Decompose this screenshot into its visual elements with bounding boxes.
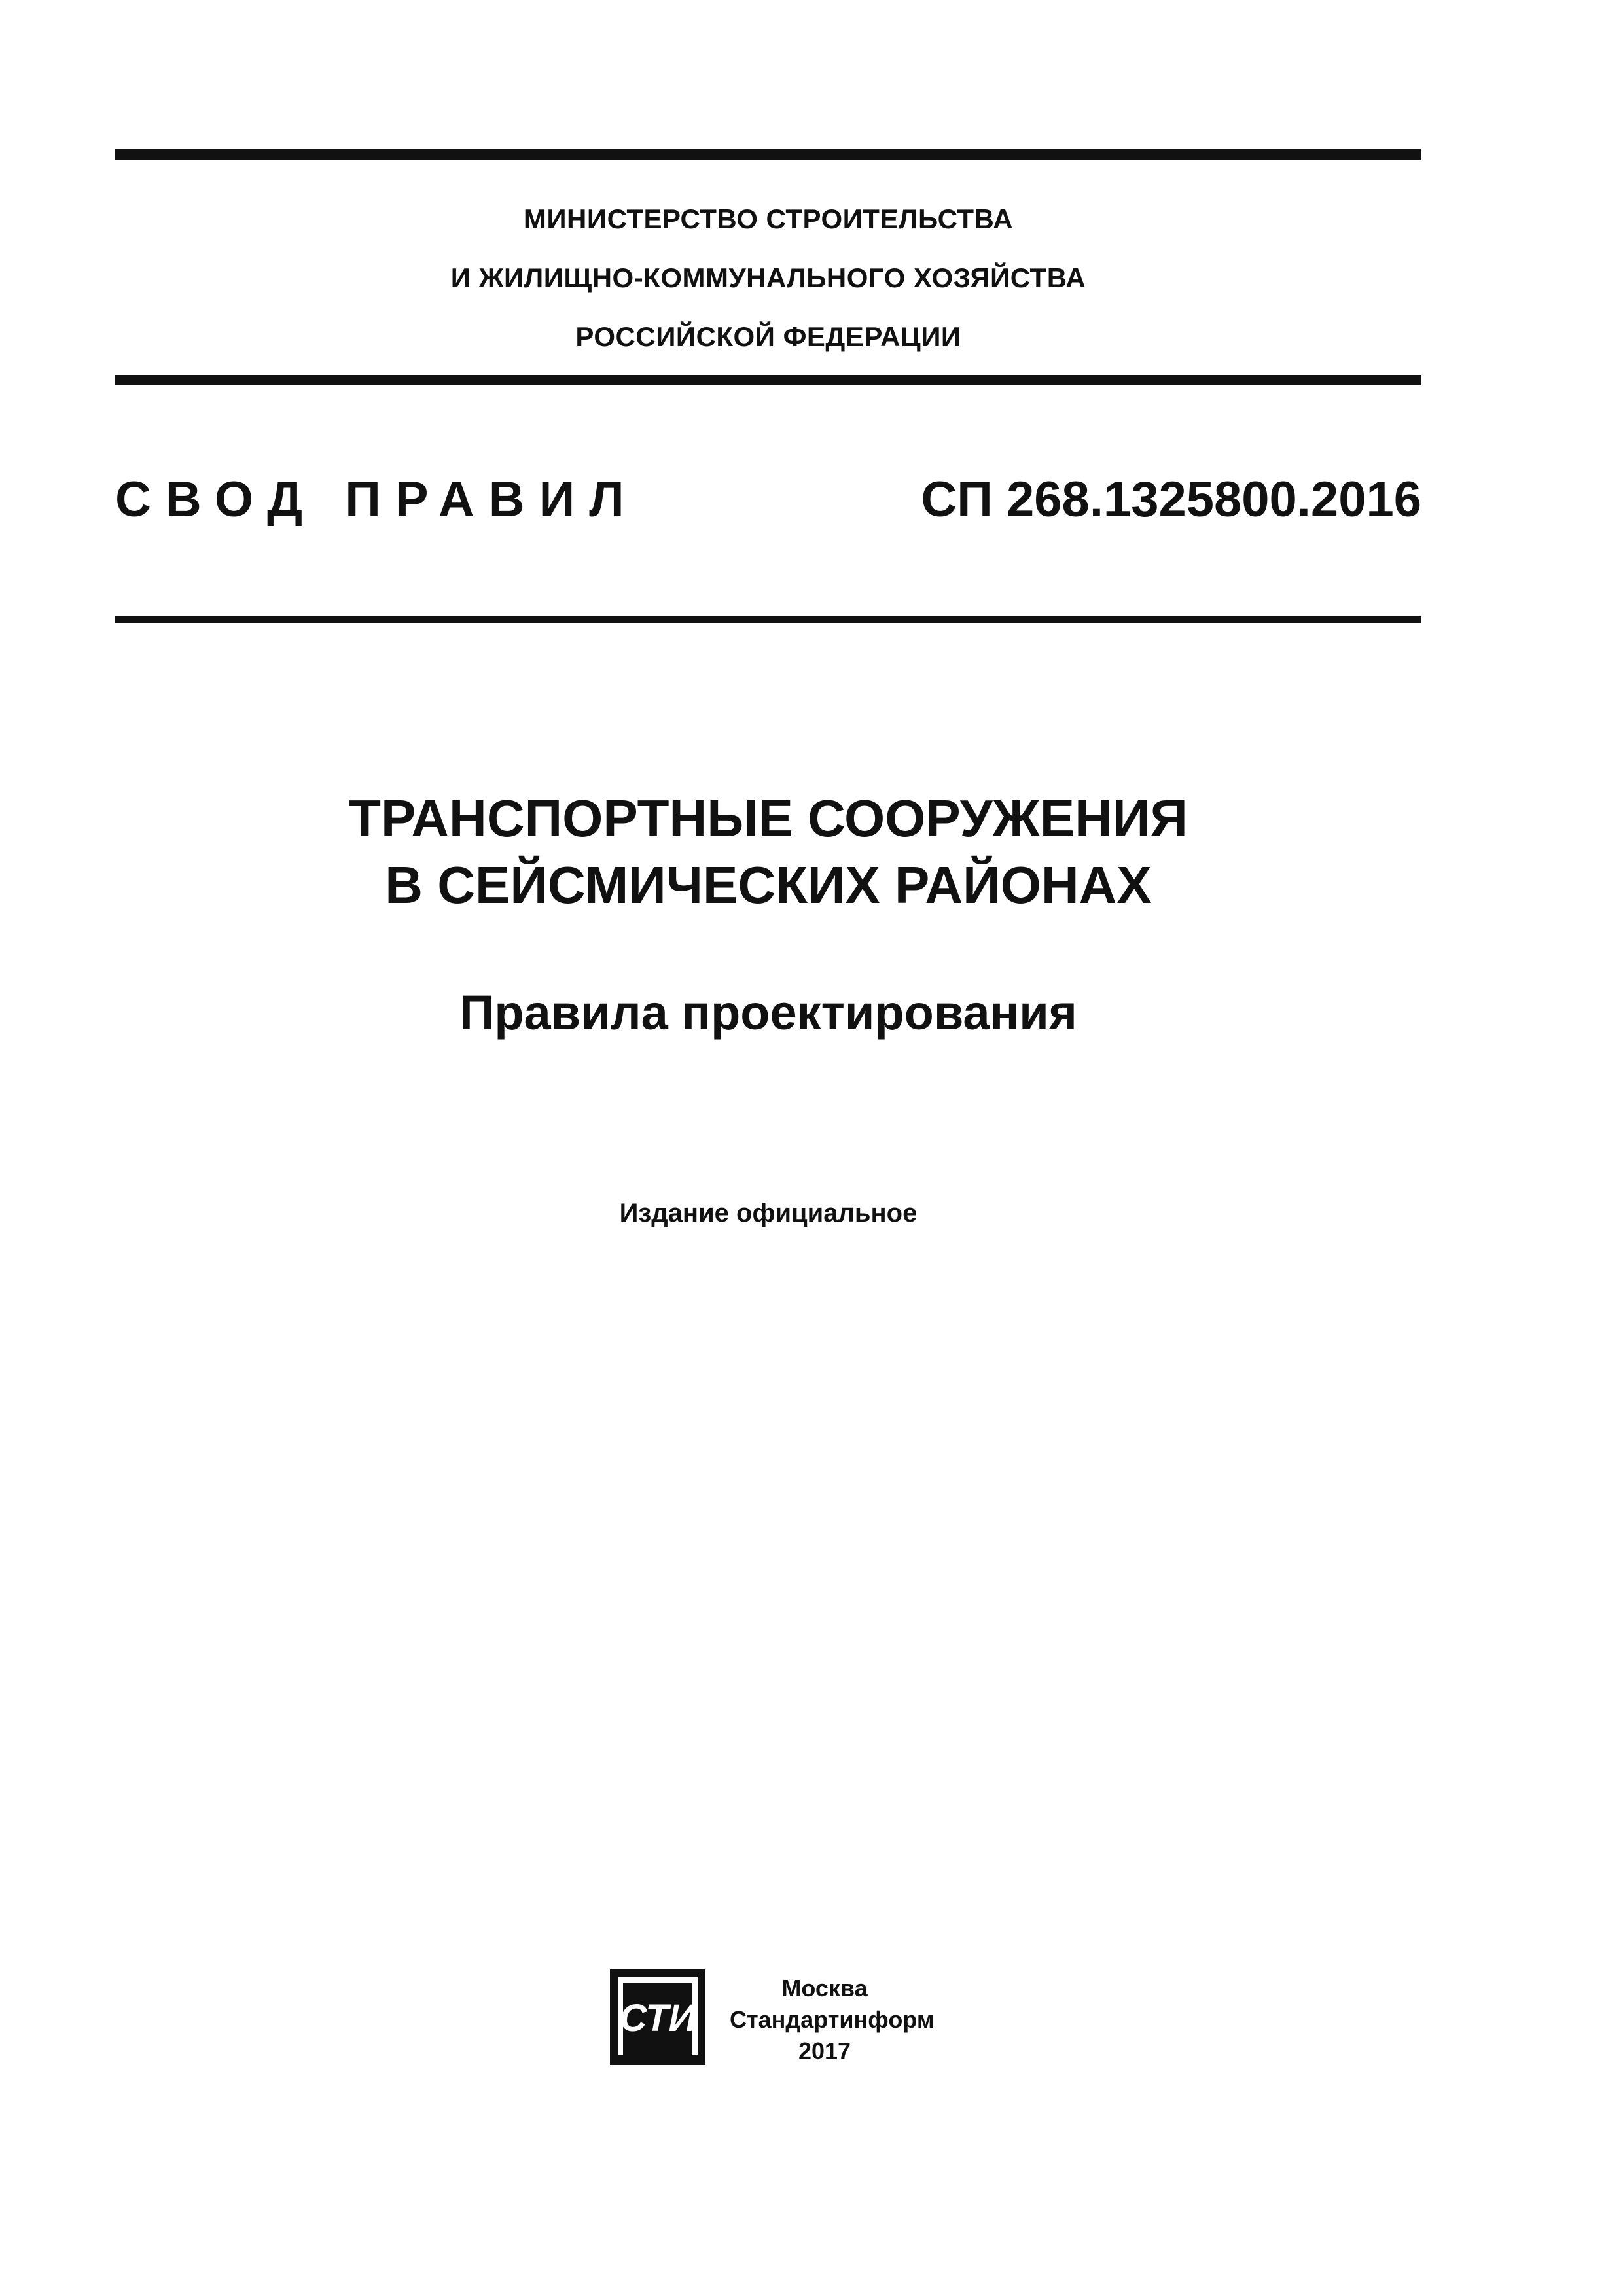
code-divider [115,616,1421,623]
logo-text: СТИ [619,1997,696,2040]
document-subtitle: Правила проектирования [459,985,1077,1040]
publisher-year: 2017 [798,2038,851,2064]
document-kind: СВОД ПРАВИЛ [115,472,639,527]
title-line-2: В СЕЙСМИЧЕСКИХ РАЙОНАХ [385,856,1152,914]
ministry-line-2: И ЖИЛИЩНО-КОММУНАЛЬНОГО ХОЗЯЙСТВА [450,262,1086,293]
document-title [115,785,1421,919]
ministry-line-1: МИНИСТЕРСТВО СТРОИТЕЛЬСТВА [523,203,1014,234]
edition-label: Издание официальное [619,1199,918,1227]
standartinform-logo-icon [609,1968,707,2066]
ministry-name [115,190,1421,366]
top-divider [115,149,1421,160]
publisher-city: Москва [781,1975,868,2002]
document-code: СП 268.1325800.2016 [921,472,1421,527]
ministry-divider [115,375,1421,385]
title-line-1: ТРАНСПОРТНЫЕ СООРУЖЕНИЯ [349,789,1188,847]
ministry-line-3: РОССИЙСКОЙ ФЕДЕРАЦИИ [575,321,961,352]
publisher-name: Стандартинформ [730,2006,935,2033]
publisher-block [730,1973,935,2067]
